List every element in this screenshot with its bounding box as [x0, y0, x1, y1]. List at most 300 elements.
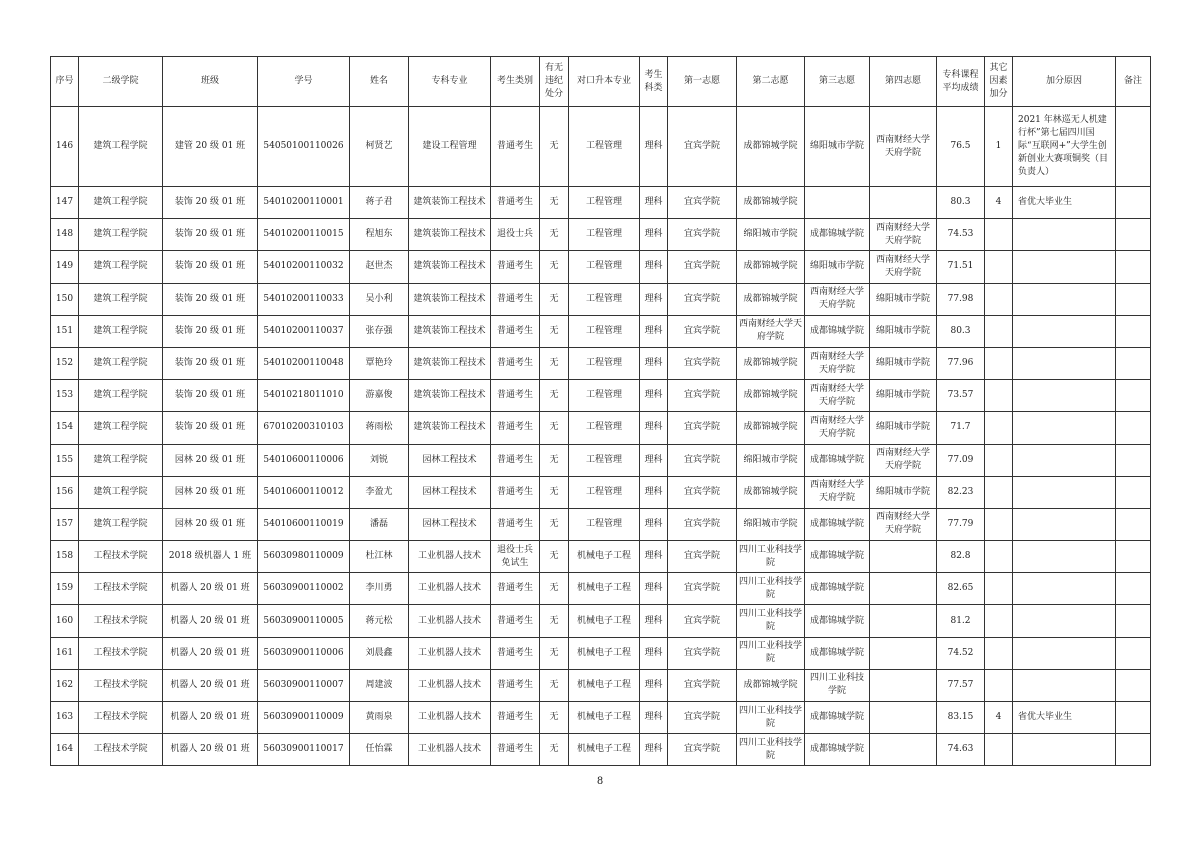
col-remarks-header: 备注 [1116, 57, 1151, 107]
col-subject-cell: 理科 [640, 444, 668, 476]
col-discipline-header: 有无违纪处分 [540, 57, 569, 107]
col-choice-4-cell [870, 541, 937, 573]
col-college-cell: 建筑工程学院 [79, 187, 163, 219]
col-bonus-cell [985, 605, 1013, 637]
col-avg-score-cell: 80.3 [937, 315, 985, 347]
col-target-major-cell: 工程管理 [569, 508, 640, 540]
col-index-cell: 156 [51, 476, 79, 508]
col-discipline-cell: 无 [540, 476, 569, 508]
col-subject-cell: 理科 [640, 380, 668, 412]
col-discipline-cell: 无 [540, 734, 569, 766]
col-avg-score-cell: 81.2 [937, 605, 985, 637]
col-index-cell: 161 [51, 637, 79, 669]
col-college-cell: 建筑工程学院 [79, 380, 163, 412]
page-number: 8 [596, 776, 604, 787]
col-discipline-cell: 无 [540, 347, 569, 379]
col-bonus-reason-cell [1013, 734, 1116, 766]
col-bonus-reason-cell: 省优大毕业生 [1013, 702, 1116, 734]
col-choice-3-cell: 成都锦城学院 [805, 702, 870, 734]
col-college-cell: 建筑工程学院 [79, 508, 163, 540]
col-name-cell: 程旭东 [350, 219, 409, 251]
col-name-cell: 柯贤艺 [350, 107, 409, 187]
col-choice-4-cell [870, 702, 937, 734]
col-student-id-cell: 54010200110032 [258, 251, 350, 283]
col-choice-1-cell: 宜宾学院 [668, 476, 737, 508]
col-choice-2-cell: 西南财经大学天府学院 [737, 315, 805, 347]
col-remarks-cell [1116, 669, 1151, 701]
col-remarks-cell [1116, 347, 1151, 379]
col-bonus-reason-cell [1013, 637, 1116, 669]
col-bonus-cell [985, 573, 1013, 605]
col-choice-3-cell: 成都锦城学院 [805, 573, 870, 605]
col-bonus-cell [985, 283, 1013, 315]
col-subject-cell: 理科 [640, 702, 668, 734]
col-choice-4-cell [870, 669, 937, 701]
col-bonus-reason-cell [1013, 219, 1116, 251]
col-choice-2-cell: 成都锦城学院 [737, 412, 805, 444]
col-choice-3-cell: 成都锦城学院 [805, 219, 870, 251]
col-choice-3-cell: 四川工业科技学院 [805, 669, 870, 701]
col-category-cell: 普通考生 [491, 187, 540, 219]
col-bonus-reason-cell [1013, 444, 1116, 476]
col-choice-4-cell: 绵阳城市学院 [870, 380, 937, 412]
col-choice-2-cell: 绵阳城市学院 [737, 219, 805, 251]
col-subject-cell: 理科 [640, 734, 668, 766]
col-discipline-cell: 无 [540, 107, 569, 187]
col-student-id-cell: 54010200110015 [258, 219, 350, 251]
col-bonus-cell [985, 476, 1013, 508]
col-class-cell: 装饰 20 级 01 班 [163, 380, 258, 412]
table-row [51, 444, 1151, 476]
col-choice-1-cell: 宜宾学院 [668, 734, 737, 766]
col-bonus-reason-cell: 省优大毕业生 [1013, 187, 1116, 219]
col-choice-4-cell [870, 187, 937, 219]
col-category-cell: 普通考生 [491, 702, 540, 734]
col-discipline-cell: 无 [540, 315, 569, 347]
col-target-major-cell: 机械电子工程 [569, 734, 640, 766]
table-row [51, 734, 1151, 766]
col-choice-4-cell: 西南财经大学天府学院 [870, 508, 937, 540]
col-choice-3-cell: 成都锦城学院 [805, 734, 870, 766]
col-discipline-cell: 无 [540, 219, 569, 251]
col-remarks-cell [1116, 573, 1151, 605]
table-row [51, 107, 1151, 187]
col-discipline-cell: 无 [540, 251, 569, 283]
col-subject-cell: 理科 [640, 107, 668, 187]
col-bonus-reason-cell [1013, 380, 1116, 412]
col-avg-score-cell: 71.7 [937, 412, 985, 444]
col-avg-score-cell: 80.3 [937, 187, 985, 219]
applicant-table [50, 56, 1151, 766]
col-discipline-cell: 无 [540, 637, 569, 669]
col-name-cell: 刘锐 [350, 444, 409, 476]
col-target-major-cell: 工程管理 [569, 315, 640, 347]
col-college-cell: 工程技术学院 [79, 702, 163, 734]
col-choice-4-cell [870, 573, 937, 605]
col-category-cell: 普通考生 [491, 669, 540, 701]
col-avg-score-cell: 74.63 [937, 734, 985, 766]
col-index-cell: 160 [51, 605, 79, 637]
col-category-header: 考生类别 [491, 57, 540, 107]
col-major-cell: 建筑装饰工程技术 [409, 347, 491, 379]
col-subject-cell: 理科 [640, 476, 668, 508]
col-class-cell: 园林 20 级 01 班 [163, 508, 258, 540]
col-bonus-cell [985, 347, 1013, 379]
col-college-cell: 工程技术学院 [79, 605, 163, 637]
table-row [51, 283, 1151, 315]
col-remarks-cell [1116, 412, 1151, 444]
col-target-major-cell: 工程管理 [569, 412, 640, 444]
col-student-id-cell: 67010200310103 [258, 412, 350, 444]
col-name-cell: 游嘉俊 [350, 380, 409, 412]
col-college-cell: 建筑工程学院 [79, 107, 163, 187]
col-choice-1-cell: 宜宾学院 [668, 251, 737, 283]
col-major-cell: 建筑装饰工程技术 [409, 187, 491, 219]
col-bonus-cell [985, 380, 1013, 412]
col-remarks-cell [1116, 107, 1151, 187]
col-class-cell: 建管 20 级 01 班 [163, 107, 258, 187]
col-index-cell: 155 [51, 444, 79, 476]
col-bonus-cell [985, 637, 1013, 669]
col-choice-1-cell: 宜宾学院 [668, 107, 737, 187]
col-choice-2-cell: 四川工业科技学院 [737, 637, 805, 669]
header-row [51, 57, 1151, 107]
col-discipline-cell: 无 [540, 380, 569, 412]
col-category-cell: 普通考生 [491, 412, 540, 444]
col-student-id-cell: 54010200110033 [258, 283, 350, 315]
table-row [51, 508, 1151, 540]
col-college-cell: 建筑工程学院 [79, 347, 163, 379]
col-bonus-reason-cell [1013, 541, 1116, 573]
col-subject-cell: 理科 [640, 508, 668, 540]
col-major-cell: 园林工程技术 [409, 476, 491, 508]
col-class-cell: 园林 20 级 01 班 [163, 476, 258, 508]
col-choice-1-cell: 宜宾学院 [668, 444, 737, 476]
col-choice-4-cell: 西南财经大学天府学院 [870, 107, 937, 187]
col-major-cell: 工业机器人技术 [409, 702, 491, 734]
col-category-cell: 退役士兵 [491, 219, 540, 251]
col-subject-cell: 理科 [640, 637, 668, 669]
col-choice-4-cell [870, 637, 937, 669]
col-major-header: 专科专业 [409, 57, 491, 107]
col-choice-4-cell [870, 605, 937, 637]
col-choice-3-cell: 绵阳城市学院 [805, 251, 870, 283]
col-bonus-reason-cell [1013, 412, 1116, 444]
col-student-id-cell: 56030900110006 [258, 637, 350, 669]
col-name-cell: 覃艳玲 [350, 347, 409, 379]
col-college-cell: 工程技术学院 [79, 541, 163, 573]
col-remarks-cell [1116, 187, 1151, 219]
col-college-header: 二级学院 [79, 57, 163, 107]
col-student-id-cell: 56030900110005 [258, 605, 350, 637]
col-student-id-cell: 56030980110009 [258, 541, 350, 573]
col-avg-score-cell: 82.65 [937, 573, 985, 605]
col-name-cell: 赵世杰 [350, 251, 409, 283]
col-category-cell: 普通考生 [491, 444, 540, 476]
col-student-id-cell: 54050100110026 [258, 107, 350, 187]
col-index-cell: 153 [51, 380, 79, 412]
col-subject-cell: 理科 [640, 605, 668, 637]
col-choice-2-cell: 成都锦城学院 [737, 107, 805, 187]
col-major-cell: 工业机器人技术 [409, 669, 491, 701]
col-major-cell: 工业机器人技术 [409, 573, 491, 605]
col-target-major-cell: 机械电子工程 [569, 669, 640, 701]
col-target-major-cell: 机械电子工程 [569, 637, 640, 669]
col-choice-1-cell: 宜宾学院 [668, 573, 737, 605]
col-avg-score-cell: 77.79 [937, 508, 985, 540]
table-row [51, 669, 1151, 701]
col-target-major-cell: 机械电子工程 [569, 605, 640, 637]
col-name-cell: 刘晨鑫 [350, 637, 409, 669]
col-subject-cell: 理科 [640, 219, 668, 251]
col-subject-cell: 理科 [640, 251, 668, 283]
col-choice-1-cell: 宜宾学院 [668, 508, 737, 540]
col-choice-2-cell: 成都锦城学院 [737, 283, 805, 315]
col-major-cell: 工业机器人技术 [409, 734, 491, 766]
col-avg-score-cell: 77.96 [937, 347, 985, 379]
col-college-cell: 建筑工程学院 [79, 412, 163, 444]
col-major-cell: 建筑装饰工程技术 [409, 219, 491, 251]
col-discipline-cell: 无 [540, 669, 569, 701]
table-row [51, 412, 1151, 444]
col-remarks-cell [1116, 219, 1151, 251]
col-remarks-cell [1116, 637, 1151, 669]
col-choice-4-header: 第四志愿 [870, 57, 937, 107]
col-choice-2-cell: 四川工业科技学院 [737, 573, 805, 605]
col-target-major-cell: 机械电子工程 [569, 702, 640, 734]
col-bonus-cell [985, 541, 1013, 573]
col-avg-score-cell: 76.5 [937, 107, 985, 187]
col-choice-4-cell: 绵阳城市学院 [870, 283, 937, 315]
col-avg-score-cell: 77.09 [937, 444, 985, 476]
col-discipline-cell: 无 [540, 187, 569, 219]
col-choice-1-cell: 宜宾学院 [668, 380, 737, 412]
col-bonus-cell [985, 251, 1013, 283]
col-bonus-reason-cell [1013, 251, 1116, 283]
col-choice-4-cell: 绵阳城市学院 [870, 412, 937, 444]
col-avg-score-cell: 83.15 [937, 702, 985, 734]
col-subject-cell: 理科 [640, 541, 668, 573]
col-choice-2-cell: 绵阳城市学院 [737, 508, 805, 540]
col-index-cell: 164 [51, 734, 79, 766]
col-major-cell: 建设工程管理 [409, 107, 491, 187]
col-category-cell: 普通考生 [491, 605, 540, 637]
col-bonus-cell [985, 669, 1013, 701]
col-college-cell: 建筑工程学院 [79, 476, 163, 508]
col-class-cell: 园林 20 级 01 班 [163, 444, 258, 476]
col-college-cell: 工程技术学院 [79, 637, 163, 669]
col-remarks-cell [1116, 283, 1151, 315]
col-remarks-cell [1116, 734, 1151, 766]
col-remarks-cell [1116, 476, 1151, 508]
col-target-major-cell: 工程管理 [569, 283, 640, 315]
col-major-cell: 建筑装饰工程技术 [409, 315, 491, 347]
col-choice-1-header: 第一志愿 [668, 57, 737, 107]
col-student-id-header: 学号 [258, 57, 350, 107]
col-bonus-reason-cell [1013, 283, 1116, 315]
col-index-cell: 146 [51, 107, 79, 187]
col-bonus-cell: 4 [985, 702, 1013, 734]
col-remarks-cell [1116, 605, 1151, 637]
col-name-cell: 蒋子君 [350, 187, 409, 219]
col-choice-2-cell: 成都锦城学院 [737, 347, 805, 379]
col-choice-1-cell: 宜宾学院 [668, 187, 737, 219]
col-bonus-cell [985, 444, 1013, 476]
col-class-cell: 装饰 20 级 01 班 [163, 283, 258, 315]
col-discipline-cell: 无 [540, 444, 569, 476]
col-choice-3-cell: 西南财经大学天府学院 [805, 347, 870, 379]
col-name-cell: 任怡霖 [350, 734, 409, 766]
col-student-id-cell: 54010200110001 [258, 187, 350, 219]
col-choice-1-cell: 宜宾学院 [668, 315, 737, 347]
col-major-cell: 园林工程技术 [409, 444, 491, 476]
col-category-cell: 普通考生 [491, 476, 540, 508]
col-category-cell: 普通考生 [491, 637, 540, 669]
col-discipline-cell: 无 [540, 412, 569, 444]
col-college-cell: 建筑工程学院 [79, 219, 163, 251]
col-bonus-reason-cell [1013, 573, 1116, 605]
col-avg-score-cell: 77.57 [937, 669, 985, 701]
col-student-id-cell: 54010600110012 [258, 476, 350, 508]
col-name-cell: 黄雨泉 [350, 702, 409, 734]
col-choice-3-cell: 成都锦城学院 [805, 637, 870, 669]
col-student-id-cell: 54010200110037 [258, 315, 350, 347]
table-row [51, 187, 1151, 219]
table-row [51, 315, 1151, 347]
col-bonus-cell: 4 [985, 187, 1013, 219]
col-avg-score-cell: 82.23 [937, 476, 985, 508]
col-target-major-cell: 机械电子工程 [569, 573, 640, 605]
col-choice-3-header: 第三志愿 [805, 57, 870, 107]
col-index-cell: 151 [51, 315, 79, 347]
col-index-cell: 150 [51, 283, 79, 315]
table-row [51, 637, 1151, 669]
col-choice-3-cell: 西南财经大学天府学院 [805, 283, 870, 315]
col-class-cell: 装饰 20 级 01 班 [163, 315, 258, 347]
col-bonus-reason-cell [1013, 476, 1116, 508]
col-college-cell: 工程技术学院 [79, 669, 163, 701]
col-choice-4-cell: 西南财经大学天府学院 [870, 219, 937, 251]
col-target-major-cell: 工程管理 [569, 476, 640, 508]
col-remarks-cell [1116, 444, 1151, 476]
table-row [51, 380, 1151, 412]
col-student-id-cell: 54010218011010 [258, 380, 350, 412]
col-bonus-header: 其它因素加分 [985, 57, 1013, 107]
col-bonus-reason-cell [1013, 605, 1116, 637]
col-target-major-cell: 工程管理 [569, 107, 640, 187]
col-remarks-cell [1116, 702, 1151, 734]
col-category-cell: 普通考生 [491, 251, 540, 283]
col-index-cell: 157 [51, 508, 79, 540]
col-choice-2-cell: 四川工业科技学院 [737, 734, 805, 766]
col-choice-2-cell: 四川工业科技学院 [737, 541, 805, 573]
col-class-cell: 装饰 20 级 01 班 [163, 219, 258, 251]
table-row [51, 476, 1151, 508]
col-college-cell: 建筑工程学院 [79, 315, 163, 347]
col-choice-3-cell: 西南财经大学天府学院 [805, 412, 870, 444]
col-target-major-header: 对口升本专业 [569, 57, 640, 107]
col-major-cell: 建筑装饰工程技术 [409, 251, 491, 283]
col-major-cell: 建筑装饰工程技术 [409, 283, 491, 315]
col-choice-1-cell: 宜宾学院 [668, 283, 737, 315]
col-index-cell: 152 [51, 347, 79, 379]
col-bonus-cell [985, 508, 1013, 540]
col-class-cell: 2018 级机器人 1 班 [163, 541, 258, 573]
col-choice-2-cell: 成都锦城学院 [737, 251, 805, 283]
col-category-cell: 普通考生 [491, 107, 540, 187]
col-choice-1-cell: 宜宾学院 [668, 605, 737, 637]
col-major-cell: 工业机器人技术 [409, 637, 491, 669]
col-remarks-cell [1116, 315, 1151, 347]
col-discipline-cell: 无 [540, 573, 569, 605]
col-choice-3-cell: 绵阳城市学院 [805, 107, 870, 187]
col-category-cell: 普通考生 [491, 347, 540, 379]
table-row [51, 219, 1151, 251]
col-college-cell: 建筑工程学院 [79, 444, 163, 476]
col-student-id-cell: 56030900110007 [258, 669, 350, 701]
col-index-cell: 158 [51, 541, 79, 573]
col-choice-2-cell: 成都锦城学院 [737, 187, 805, 219]
col-name-cell: 李川勇 [350, 573, 409, 605]
col-discipline-cell: 无 [540, 605, 569, 637]
col-target-major-cell: 工程管理 [569, 187, 640, 219]
col-student-id-cell: 56030900110017 [258, 734, 350, 766]
col-student-id-cell: 56030900110002 [258, 573, 350, 605]
col-index-cell: 159 [51, 573, 79, 605]
col-avg-score-cell: 74.53 [937, 219, 985, 251]
col-class-cell: 装饰 20 级 01 班 [163, 251, 258, 283]
col-choice-2-cell: 四川工业科技学院 [737, 702, 805, 734]
col-choice-1-cell: 宜宾学院 [668, 219, 737, 251]
col-name-cell: 吴小利 [350, 283, 409, 315]
col-name-cell: 蒋元松 [350, 605, 409, 637]
col-bonus-cell [985, 412, 1013, 444]
col-choice-2-cell: 成都锦城学院 [737, 380, 805, 412]
col-name-cell: 张存强 [350, 315, 409, 347]
col-choice-1-cell: 宜宾学院 [668, 347, 737, 379]
col-category-cell: 普通考生 [491, 573, 540, 605]
table-row [51, 702, 1151, 734]
col-class-cell: 机器人 20 级 01 班 [163, 573, 258, 605]
col-major-cell: 建筑装饰工程技术 [409, 380, 491, 412]
col-subject-cell: 理科 [640, 412, 668, 444]
col-college-cell: 建筑工程学院 [79, 283, 163, 315]
col-choice-1-cell: 宜宾学院 [668, 669, 737, 701]
col-choice-2-cell: 绵阳城市学院 [737, 444, 805, 476]
col-class-cell: 机器人 20 级 01 班 [163, 605, 258, 637]
col-target-major-cell: 工程管理 [569, 251, 640, 283]
col-subject-cell: 理科 [640, 669, 668, 701]
col-index-header: 序号 [51, 57, 79, 107]
col-choice-3-cell: 成都锦城学院 [805, 508, 870, 540]
col-major-cell: 工业机器人技术 [409, 605, 491, 637]
table-row [51, 605, 1151, 637]
col-bonus-cell [985, 219, 1013, 251]
table-row [51, 347, 1151, 379]
col-major-cell: 建筑装饰工程技术 [409, 412, 491, 444]
col-student-id-cell: 56030900110009 [258, 702, 350, 734]
col-bonus-reason-cell [1013, 315, 1116, 347]
col-remarks-cell [1116, 541, 1151, 573]
col-class-cell: 机器人 20 级 01 班 [163, 669, 258, 701]
col-target-major-cell: 工程管理 [569, 347, 640, 379]
col-category-cell: 普通考生 [491, 734, 540, 766]
col-choice-1-cell: 宜宾学院 [668, 541, 737, 573]
col-choice-4-cell: 绵阳城市学院 [870, 476, 937, 508]
col-class-cell: 机器人 20 级 01 班 [163, 637, 258, 669]
col-avg-score-cell: 73.57 [937, 380, 985, 412]
col-target-major-cell: 工程管理 [569, 219, 640, 251]
